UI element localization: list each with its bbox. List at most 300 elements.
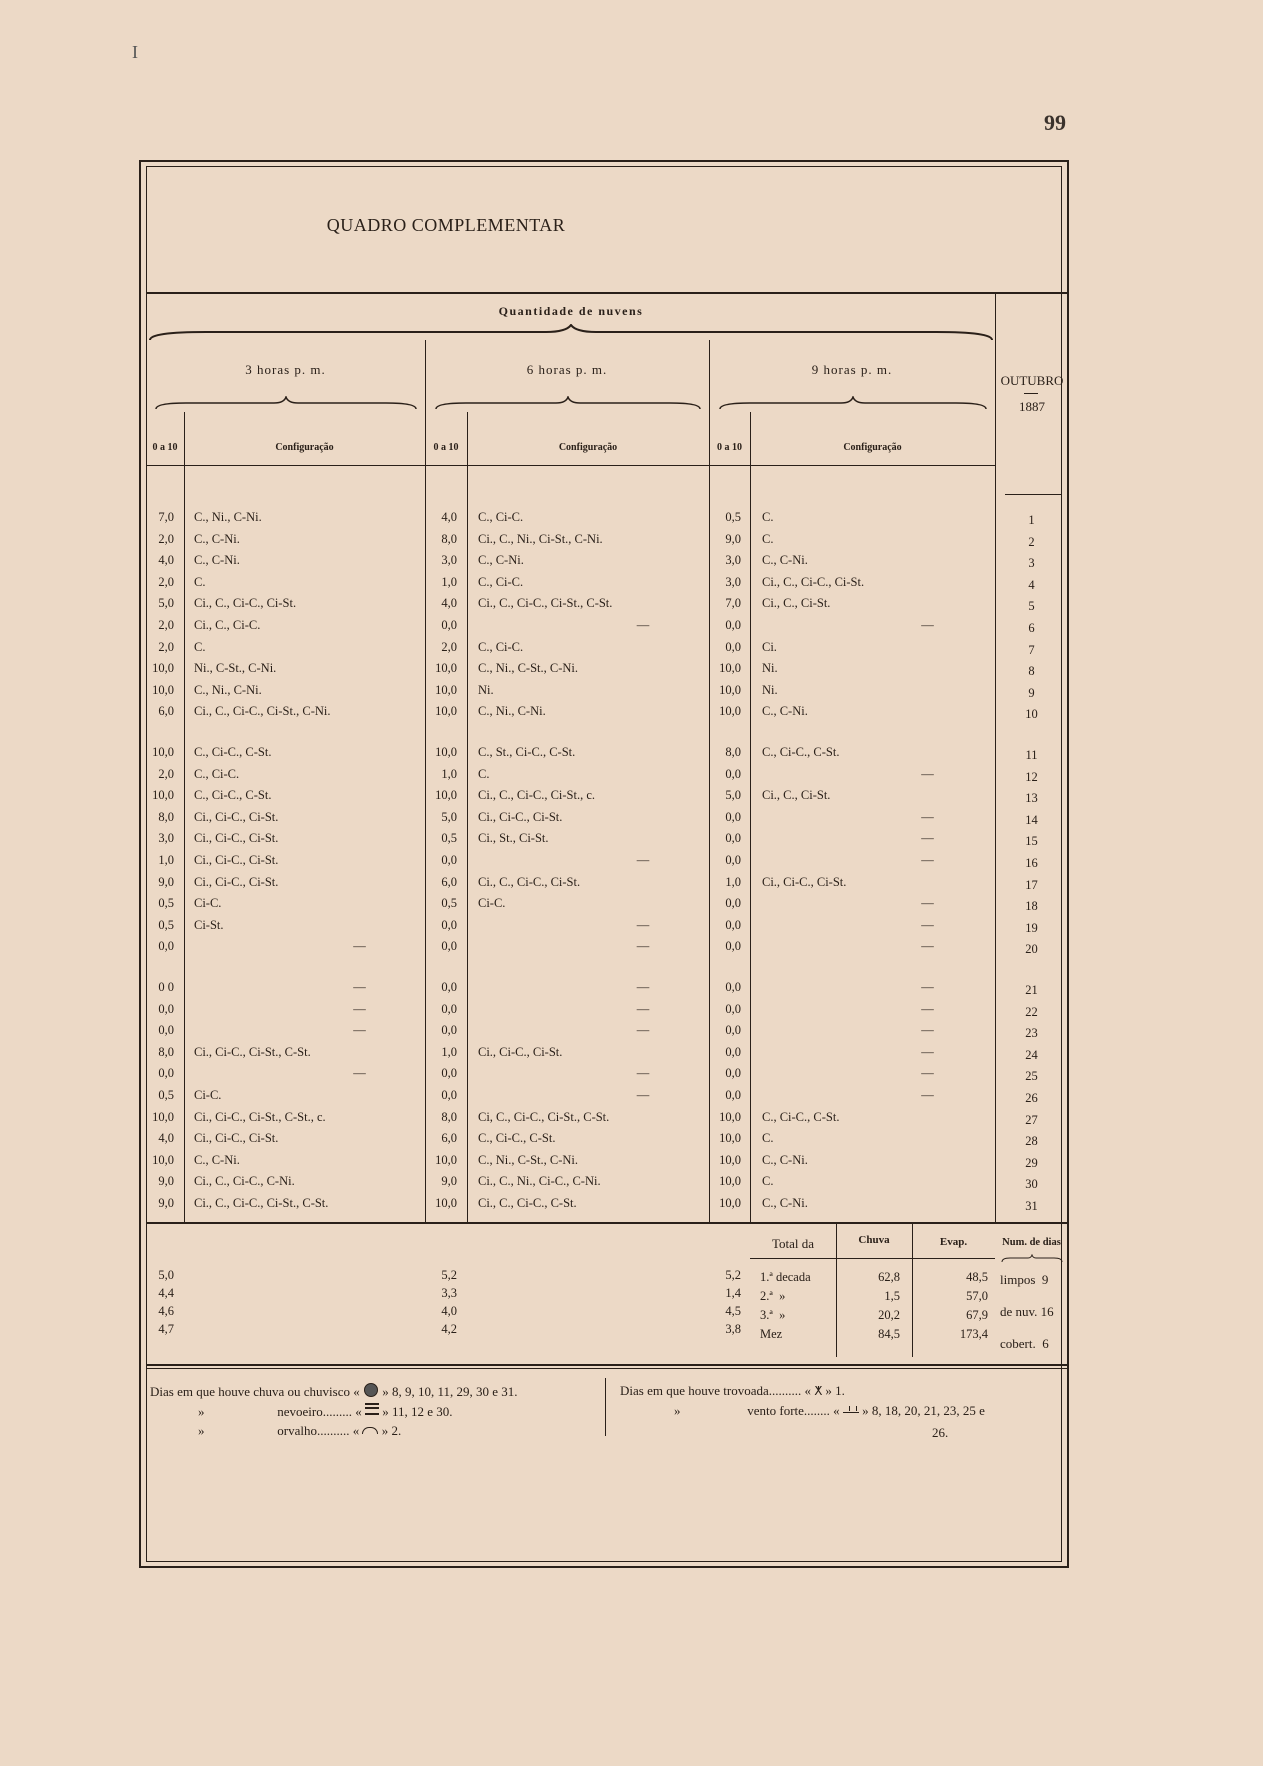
cloud-config-9pm: — xyxy=(921,1002,934,1016)
cloud-amount-9pm: 0,0 xyxy=(725,939,741,953)
summary-bottom-rule xyxy=(146,1364,1068,1366)
cloud-config-9pm: C., Ci-C., C-St. xyxy=(762,745,840,759)
cloud-amount-3pm: 0,0 xyxy=(158,1023,174,1037)
totals-period: 2.ª » xyxy=(760,1289,786,1303)
day-number: 4 xyxy=(1028,578,1035,592)
footer-thunder-label: Dias em que houve trovoada.......... « xyxy=(620,1383,811,1398)
cloud-config-9pm: — xyxy=(921,1045,934,1059)
cloud-config-6pm: C., Ni., C-St., C-Ni. xyxy=(478,1153,579,1167)
day-number: 23 xyxy=(1025,1026,1038,1040)
cloud-config-9pm: — xyxy=(921,1066,934,1080)
subheader-config-3: Configuração xyxy=(275,442,334,453)
cloud-amount-9pm: 0,0 xyxy=(725,918,741,932)
cloud-amount-3pm: 10,0 xyxy=(152,1110,174,1124)
cloud-amount-6pm: 0,0 xyxy=(441,980,457,994)
page-number: 99 xyxy=(1044,110,1066,135)
left-mark: I xyxy=(132,42,138,62)
cloud-config-6pm: Ci., Ci-C., Ci-St. xyxy=(478,810,563,824)
cloud-config-9pm: Ni. xyxy=(762,661,778,675)
day-number: 12 xyxy=(1025,770,1038,784)
cloud-amount-6pm: 2,0 xyxy=(441,640,457,654)
cloud-amount-6pm: 0,0 xyxy=(441,1002,457,1016)
total-header: Total da xyxy=(771,1236,815,1251)
cloud-amount-6pm: 6,0 xyxy=(441,1131,457,1145)
cloud-amount-3pm: 9,0 xyxy=(158,875,174,889)
totals-chuva: 20,2 xyxy=(878,1308,900,1322)
day-number: 2 xyxy=(1028,535,1035,549)
cloud-config-6pm: Ci., C., Ci-C., Ci-St. xyxy=(478,875,581,889)
summary-top-rule xyxy=(146,1222,1068,1224)
cloud-config-3pm: Ci., Ci-C., Ci-St. xyxy=(194,831,279,845)
cloud-config-6pm: Ci-C. xyxy=(478,896,506,910)
cloud-amount-3pm: 2,0 xyxy=(158,575,174,589)
day-number: 14 xyxy=(1025,813,1038,827)
cloud-amount-6pm: 0,0 xyxy=(441,853,457,867)
cloud-amount-3pm: 8,0 xyxy=(158,1045,174,1059)
cloud-amount-3pm: 10,0 xyxy=(152,1153,174,1167)
cloud-config-9pm: C. xyxy=(762,1131,774,1145)
cloud-config-3pm: C., Ci-C. xyxy=(194,767,240,781)
summary-bottom-rule-2 xyxy=(146,1368,1068,1369)
cloud-amount-6pm: 1,0 xyxy=(441,767,457,781)
cloud-amount-6pm: 4,0 xyxy=(441,596,457,610)
footer-rain-label: Dias em que houve chuva ou chuvisco « xyxy=(150,1384,360,1399)
day-number: 21 xyxy=(1025,983,1038,997)
cloud-amount-3pm: 2,0 xyxy=(158,767,174,781)
cloud-amount-6pm: 9,0 xyxy=(441,1174,457,1188)
cloud-config-3pm: Ci., Ci-C., Ci-St. xyxy=(194,1131,279,1145)
cloud-amount-9pm: 0,0 xyxy=(725,767,741,781)
thunder-symbol-icon: ⵅ xyxy=(814,1384,823,1398)
totals-evap: 173,4 xyxy=(959,1327,988,1341)
cloud-config-6pm: Ci., C., Ci-C., Ci-St., C-St. xyxy=(478,596,613,610)
cloud-amount-9pm: 0,0 xyxy=(725,980,741,994)
cloud-config-3pm: C., Ci-C., C-St. xyxy=(194,788,272,802)
cloud-amount-3pm: 10,0 xyxy=(152,745,174,759)
cloud-config-9pm: C. xyxy=(762,1174,774,1188)
day-number: 20 xyxy=(1025,942,1038,956)
day-number: 17 xyxy=(1025,878,1038,892)
fog-symbol-icon xyxy=(365,1403,379,1415)
cloud-config-3pm: — xyxy=(353,1002,366,1016)
vline-scale-6 xyxy=(467,412,468,1222)
rain-symbol-icon xyxy=(364,1383,378,1397)
cloud-amount-3pm: 4,0 xyxy=(158,1131,174,1145)
cloud-amount-3pm: 0,0 xyxy=(158,1066,174,1080)
cloud-config-6pm: — xyxy=(636,1002,650,1016)
cloud-amount-9pm: 10,0 xyxy=(719,661,741,675)
day-number: 27 xyxy=(1025,1113,1038,1127)
cloud-config-6pm: Ci., C., Ci-C., Ci-St., c. xyxy=(478,788,596,802)
cloud-config-6pm: — xyxy=(636,1023,650,1037)
cloud-config-6pm: Ni. xyxy=(478,683,494,697)
cloud-config-3pm: Ci-C. xyxy=(194,896,222,910)
cloud-config-3pm: Ci-St. xyxy=(194,918,224,932)
cloud-amount-9pm: 0,0 xyxy=(725,810,741,824)
cloud-amount-3pm: 4,0 xyxy=(158,553,174,567)
footer-fog xyxy=(150,1403,453,1420)
cloud-amount-6pm: 1,0 xyxy=(441,575,457,589)
cloud-config-6pm: — xyxy=(636,1066,650,1080)
dew-symbol-icon xyxy=(362,1427,378,1434)
cloud-config-9pm: — xyxy=(921,831,934,845)
num-dias-limpos: limpos 9 xyxy=(1000,1272,1049,1287)
cloud-amount-9pm: 0,0 xyxy=(725,618,741,632)
cloud-amount-9pm: 0,0 xyxy=(725,1002,741,1016)
day-number: 18 xyxy=(1025,899,1038,913)
cloud-config-3pm: Ci-C. xyxy=(194,1088,222,1102)
cloud-amount-3pm: 2,0 xyxy=(158,532,174,546)
totals-chuva: 1,5 xyxy=(884,1289,900,1303)
cloud-config-9pm: Ci., Ci-C., Ci-St. xyxy=(762,875,847,889)
cloud-config-3pm: C., C-Ni. xyxy=(194,553,240,567)
cloud-amount-9pm: 9,0 xyxy=(725,532,741,546)
wind-symbol-icon xyxy=(843,1406,859,1413)
cloud-amount-9pm: 0,0 xyxy=(725,896,741,910)
cloud-config-6pm: C. xyxy=(478,767,490,781)
cloud-amount-9pm: 0,0 xyxy=(725,1088,741,1102)
cloud-config-3pm: — xyxy=(353,939,366,953)
totals-chuva: 84,5 xyxy=(878,1327,900,1341)
footer-fog-days: » 11, 12 e 30. xyxy=(382,1404,453,1419)
footer-dew-ditto: » xyxy=(198,1423,205,1438)
cloud-config-3pm: — xyxy=(353,980,366,994)
cloud-config-3pm: Ci., Ci-C., Ci-St., C-St. xyxy=(194,1045,311,1059)
average-q6: 4,2 xyxy=(441,1322,457,1336)
cloud-amount-6pm: 0,0 xyxy=(441,1088,457,1102)
totals-header-rule xyxy=(750,1258,995,1259)
cloud-config-6pm: Ci., C., Ni., Ci-St., C-Ni. xyxy=(478,532,603,546)
cloud-amount-9pm: 10,0 xyxy=(719,1196,741,1210)
cloud-config-9pm: C. xyxy=(762,532,774,546)
day-number: 28 xyxy=(1025,1134,1038,1148)
cloud-config-3pm: C., Ni., C-Ni. xyxy=(194,510,262,524)
totals-period: 1.ª decada xyxy=(760,1270,811,1284)
cloud-config-9pm: Ci., C., Ci-St. xyxy=(762,788,831,802)
cloud-config-3pm: Ni., C-St., C-Ni. xyxy=(194,661,277,675)
day-number: 13 xyxy=(1025,791,1038,805)
footer-wind-cont: 26. xyxy=(932,1425,949,1440)
cloud-config-6pm: Ci., C., Ni., Ci-C., C-Ni. xyxy=(478,1174,601,1188)
footer-rain-days: » 8, 9, 10, 11, 29, 30 e 31. xyxy=(382,1384,518,1399)
day-number: 6 xyxy=(1028,621,1035,635)
average-q6: 3,3 xyxy=(441,1286,457,1300)
totals-evap: 57,0 xyxy=(966,1289,988,1303)
cloud-config-9pm: — xyxy=(921,918,934,932)
day-number: 15 xyxy=(1025,834,1038,848)
cloud-config-9pm: C., C-Ni. xyxy=(762,1196,808,1210)
cloud-config-3pm: Ci., Ci-C., Ci-St., C-St., c. xyxy=(194,1110,326,1124)
subheader-scale-3: 0 a 10 xyxy=(152,442,178,453)
cloud-config-3pm: Ci., Ci-C., Ci-St. xyxy=(194,810,279,824)
cloud-amount-6pm: 10,0 xyxy=(435,1196,457,1210)
cloud-amount-6pm: 1,0 xyxy=(441,1045,457,1059)
day-number: 26 xyxy=(1025,1091,1038,1105)
cloud-config-6pm: C., Ci-C. xyxy=(478,575,524,589)
cloud-amount-9pm: 0,0 xyxy=(725,1066,741,1080)
cloud-config-9pm: — xyxy=(921,980,934,994)
cloud-config-3pm: Ci., C., Ci-C. xyxy=(194,618,261,632)
cloud-amount-9pm: 10,0 xyxy=(719,704,741,718)
footer-rain xyxy=(150,1383,518,1400)
cloud-config-3pm: C. xyxy=(194,575,206,589)
average-q3: 4,6 xyxy=(158,1304,174,1318)
cloud-config-9pm: C., C-Ni. xyxy=(762,1153,808,1167)
chuva-header: Chuva xyxy=(858,1234,890,1246)
cloud-config-6pm: C., Ci-C., C-St. xyxy=(478,1131,556,1145)
month-underline xyxy=(1024,393,1038,394)
cloud-config-3pm: — xyxy=(353,1023,366,1037)
title-rule xyxy=(146,292,1068,294)
cloud-config-6pm: C., C-Ni. xyxy=(478,553,524,567)
cloud-config-9pm: C., Ci-C., C-St. xyxy=(762,1110,840,1124)
cloud-amount-6pm: 10,0 xyxy=(435,704,457,718)
cloud-amount-3pm: 10,0 xyxy=(152,683,174,697)
cloud-amount-9pm: 10,0 xyxy=(719,1110,741,1124)
day-number: 10 xyxy=(1025,707,1038,721)
cloud-amount-3pm: 7,0 xyxy=(158,510,174,524)
cloud-amount-3pm: 1,0 xyxy=(158,853,174,867)
average-q9: 1,4 xyxy=(725,1286,741,1300)
page-title: QUADRO COMPLEMENTAR xyxy=(326,215,566,235)
cloud-config-6pm: C., St., Ci-C., C-St. xyxy=(478,745,576,759)
cloud-config-9pm: C., C-Ni. xyxy=(762,704,808,718)
subheader-config-6: Configuração xyxy=(558,442,618,453)
day-number: 24 xyxy=(1025,1048,1038,1062)
footer-dew-label: orvalho.......... « xyxy=(277,1423,360,1438)
group-header: Quantidade de nuvens xyxy=(498,304,644,318)
group-brace xyxy=(146,324,996,342)
day-number: 25 xyxy=(1025,1069,1038,1083)
hour-3pm: 3 horas p. m. xyxy=(245,362,326,377)
cloud-amount-3pm: 0,5 xyxy=(158,896,174,910)
footer-wind xyxy=(620,1403,985,1419)
cloud-config-6pm: Ci., St., Ci-St. xyxy=(478,831,549,845)
footer-wind-ditto: » xyxy=(674,1403,681,1418)
cloud-amount-3pm: 5,0 xyxy=(158,596,174,610)
cloud-amount-9pm: 10,0 xyxy=(719,683,741,697)
cloud-config-6pm: — xyxy=(636,853,650,867)
cloud-config-9pm: Ci., C., Ci-C., Ci-St. xyxy=(762,575,865,589)
num-dias-header: Num. de dias xyxy=(1002,1237,1061,1248)
day-number: 7 xyxy=(1028,643,1035,657)
month-header-rule xyxy=(1005,494,1061,495)
cloud-amount-3pm: 0 0 xyxy=(158,980,174,994)
cloud-amount-6pm: 3,0 xyxy=(441,553,457,567)
footer-thunder xyxy=(620,1383,845,1399)
cloud-amount-3pm: 0,0 xyxy=(158,1002,174,1016)
cloud-config-3pm: Ci., C., Ci-C., Ci-St., C-St. xyxy=(194,1196,329,1210)
subheader-scale-6: 0 a 10 xyxy=(433,442,459,453)
cloud-config-6pm: C., Ni., C-Ni. xyxy=(478,704,546,718)
footer-dew-days: » 2. xyxy=(381,1423,402,1438)
day-number: 30 xyxy=(1025,1177,1038,1191)
cloud-amount-3pm: 8,0 xyxy=(158,810,174,824)
cloud-amount-9pm: 0,0 xyxy=(725,853,741,867)
cloud-amount-6pm: 0,0 xyxy=(441,939,457,953)
cloud-config-6pm: — xyxy=(636,939,650,953)
cloud-amount-3pm: 10,0 xyxy=(152,788,174,802)
cloud-config-6pm: — xyxy=(636,1088,650,1102)
cloud-amount-9pm: 0,0 xyxy=(725,640,741,654)
cloud-amount-9pm: 0,0 xyxy=(725,831,741,845)
cloud-amount-6pm: 10,0 xyxy=(435,745,457,759)
day-number: 5 xyxy=(1028,599,1035,613)
day-number: 1 xyxy=(1028,513,1035,527)
day-number: 11 xyxy=(1025,748,1038,762)
cloud-amount-9pm: 8,0 xyxy=(725,745,741,759)
totals-evap: 67,9 xyxy=(966,1308,988,1322)
cloud-amount-3pm: 0,5 xyxy=(158,918,174,932)
vline-scale-3 xyxy=(184,412,185,1222)
cloud-config-9pm: — xyxy=(921,767,934,781)
average-q6: 4,0 xyxy=(441,1304,457,1318)
cloud-config-6pm: C., Ci-C. xyxy=(478,510,524,524)
average-q3: 5,0 xyxy=(158,1268,174,1282)
cloud-amount-6pm: 0,0 xyxy=(441,918,457,932)
cloud-amount-6pm: 0,0 xyxy=(441,1023,457,1037)
cloud-config-6pm: Ci, C., Ci-C., Ci-St., C-St. xyxy=(478,1110,610,1124)
cloud-config-6pm: — xyxy=(636,918,650,932)
cloud-config-6pm: — xyxy=(636,980,650,994)
cloud-amount-9pm: 0,5 xyxy=(725,510,741,524)
cloud-amount-6pm: 10,0 xyxy=(435,1153,457,1167)
cloud-amount-3pm: 10,0 xyxy=(152,661,174,675)
day-number: 9 xyxy=(1028,686,1035,700)
subheader-config-9: Configuração xyxy=(843,442,902,453)
num-dias-nuv: de nuv. 16 xyxy=(1000,1304,1054,1319)
footer-wind-label: vento forte........ « xyxy=(747,1403,840,1418)
average-q9: 4,5 xyxy=(725,1304,741,1318)
cloud-config-6pm: Ci., C., Ci-C., C-St. xyxy=(478,1196,577,1210)
cloud-config-3pm: C., C-Ni. xyxy=(194,532,240,546)
cloud-config-9pm: Ni. xyxy=(762,683,778,697)
cloud-amount-6pm: 8,0 xyxy=(441,532,457,546)
cloud-amount-9pm: 10,0 xyxy=(719,1131,741,1145)
cloud-config-3pm: Ci., C., Ci-C., Ci-St., C-Ni. xyxy=(194,704,331,718)
footer-wind-days: » 8, 18, 20, 21, 23, 25 e xyxy=(862,1403,985,1418)
cloud-amount-6pm: 0,5 xyxy=(441,831,457,845)
cloud-amount-3pm: 6,0 xyxy=(158,704,174,718)
totals-period: 3.ª » xyxy=(760,1308,786,1322)
cloud-amount-3pm: 2,0 xyxy=(158,618,174,632)
cloud-config-9pm: — xyxy=(921,810,934,824)
day-number: 29 xyxy=(1025,1156,1038,1170)
day-number: 22 xyxy=(1025,1005,1038,1019)
day-number: 31 xyxy=(1025,1199,1038,1213)
day-number: 8 xyxy=(1028,664,1035,678)
num-dias-brace xyxy=(1000,1254,1064,1264)
cloud-config-3pm: Ci., C., Ci-C., Ci-St. xyxy=(194,596,297,610)
average-q3: 4,4 xyxy=(158,1286,174,1300)
cloud-config-3pm: C., Ci-C., C-St. xyxy=(194,745,272,759)
footer-dew xyxy=(150,1423,401,1439)
day-number: 19 xyxy=(1025,921,1038,935)
cloud-amount-9pm: 10,0 xyxy=(719,1174,741,1188)
month-label: OUTUBRO xyxy=(1000,373,1064,388)
cloud-amount-6pm: 5,0 xyxy=(441,810,457,824)
cloud-config-9pm: — xyxy=(921,939,934,953)
average-q9: 3,8 xyxy=(725,1322,741,1336)
footer-fog-label: nevoeiro......... « xyxy=(277,1404,362,1419)
cloud-amount-6pm: 6,0 xyxy=(441,875,457,889)
cloud-config-3pm: C. xyxy=(194,640,206,654)
cloud-amount-6pm: 10,0 xyxy=(435,683,457,697)
cloud-config-9pm: — xyxy=(921,618,934,632)
cloud-amount-3pm: 2,0 xyxy=(158,640,174,654)
average-q9: 5,2 xyxy=(725,1268,741,1282)
cloud-config-9pm: C. xyxy=(762,510,774,524)
cloud-amount-6pm: 8,0 xyxy=(441,1110,457,1124)
cloud-amount-6pm: 0,0 xyxy=(441,618,457,632)
cloud-config-6pm: Ci., Ci-C., Ci-St. xyxy=(478,1045,563,1059)
cloud-config-9pm: Ci., C., Ci-St. xyxy=(762,596,831,610)
footer-thunder-days: » 1. xyxy=(825,1383,845,1398)
totals-chuva: 62,8 xyxy=(878,1270,900,1284)
cloud-amount-6pm: 0,0 xyxy=(441,1066,457,1080)
cloud-amount-9pm: 5,0 xyxy=(725,788,741,802)
evap-header: Evap. xyxy=(939,1236,968,1248)
cloud-config-3pm: Ci., C., Ci-C., C-Ni. xyxy=(194,1174,295,1188)
num-dias-cobert: cobert. 6 xyxy=(1000,1336,1049,1351)
cloud-amount-3pm: 3,0 xyxy=(158,831,174,845)
cloud-config-9pm: — xyxy=(921,1088,934,1102)
cloud-config-3pm: Ci., Ci-C., Ci-St. xyxy=(194,875,279,889)
subheader-scale-9: 0 a 10 xyxy=(717,442,742,453)
cloud-config-3pm: C., Ni., C-Ni. xyxy=(194,683,262,697)
average-q3: 4,7 xyxy=(158,1322,174,1336)
cloud-amount-3pm: 0,5 xyxy=(158,1088,174,1102)
cloud-config-6pm: C., Ni., C-St., C-Ni. xyxy=(478,661,579,675)
cloud-config-9pm: C., C-Ni. xyxy=(762,553,808,567)
hour-braces xyxy=(146,396,996,412)
cloud-config-9pm: — xyxy=(921,896,934,910)
average-q6: 5,2 xyxy=(441,1268,457,1282)
year-label: 1887 xyxy=(1019,399,1045,414)
cloud-config-9pm: — xyxy=(921,853,934,867)
cloud-config-9pm: Ci. xyxy=(762,640,777,654)
cloud-config-6pm: C., Ci-C. xyxy=(478,640,524,654)
day-number: 3 xyxy=(1028,556,1035,570)
cloud-amount-3pm: 9,0 xyxy=(158,1196,174,1210)
hour-6pm: 6 horas p. m. xyxy=(526,362,608,377)
cloud-amount-9pm: 3,0 xyxy=(725,553,741,567)
hour-9pm: 9 horas p. m. xyxy=(811,362,893,377)
cloud-amount-9pm: 10,0 xyxy=(719,1153,741,1167)
header-bottom-rule xyxy=(146,465,996,466)
cloud-config-6pm: — xyxy=(636,618,650,632)
footer-fog-ditto: » xyxy=(198,1404,205,1419)
cloud-amount-6pm: 0,5 xyxy=(441,896,457,910)
cloud-amount-3pm: 9,0 xyxy=(158,1174,174,1188)
cloud-config-3pm: Ci., Ci-C., Ci-St. xyxy=(194,853,279,867)
day-number: 16 xyxy=(1025,856,1038,870)
cloud-amount-9pm: 0,0 xyxy=(725,1023,741,1037)
cloud-amount-9pm: 7,0 xyxy=(725,596,741,610)
cloud-amount-9pm: 0,0 xyxy=(725,1045,741,1059)
cloud-amount-6pm: 10,0 xyxy=(435,661,457,675)
totals-evap: 48,5 xyxy=(966,1270,988,1284)
cloud-amount-9pm: 3,0 xyxy=(725,575,741,589)
cloud-config-3pm: — xyxy=(353,1066,366,1080)
cloud-amount-3pm: 0,0 xyxy=(158,939,174,953)
totals-period: Mez xyxy=(760,1327,783,1341)
cloud-amount-6pm: 4,0 xyxy=(441,510,457,524)
cloud-amount-6pm: 10,0 xyxy=(435,788,457,802)
footer-divider xyxy=(605,1378,606,1436)
cloud-config-9pm: — xyxy=(921,1023,934,1037)
cloud-config-3pm: C., C-Ni. xyxy=(194,1153,240,1167)
